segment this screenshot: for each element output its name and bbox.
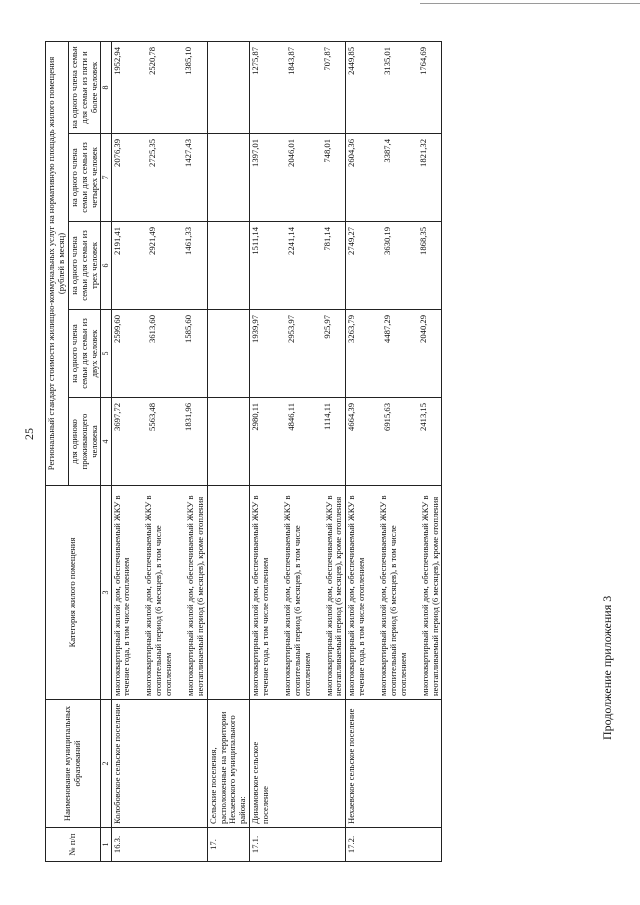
value-cell <box>346 398 442 486</box>
value: 2191,41 <box>111 227 122 255</box>
value-cell <box>250 222 346 310</box>
value: 2980,11 <box>250 403 261 431</box>
value: 1952,94 <box>111 46 122 75</box>
value-cell <box>207 310 250 398</box>
value-cell <box>346 222 442 310</box>
value: 3697,72 <box>111 403 122 431</box>
value: 781,14 <box>321 227 332 251</box>
municipality-name: Нехаевское сельское поселение <box>346 700 442 828</box>
value: 1114,11 <box>321 403 332 430</box>
category-cell <box>111 486 207 700</box>
category-text: многоквартирный жилой дом, обеспечиваемый ЖКУ в неотапливаемый период (6 месяцев), кроме отопления <box>184 495 205 696</box>
value: 3135,01 <box>382 46 393 75</box>
value-cell <box>111 398 207 486</box>
top-rule <box>420 3 640 4</box>
value: 2241,14 <box>286 227 297 255</box>
index-cell: 8 <box>101 41 111 133</box>
value: 1397,01 <box>250 139 261 167</box>
value: 707,87 <box>321 46 332 71</box>
value: 4846,11 <box>286 403 297 431</box>
value-cell <box>346 310 442 398</box>
index-cell: 5 <box>101 310 111 398</box>
value-cell <box>207 134 250 222</box>
category-text: многоквартирный жилой дом, обеспечиваемый ЖКУ в отопительный период (6 месяцев), в том числе отоплением <box>378 495 408 696</box>
value: 1939,97 <box>250 315 261 343</box>
index-cell: 4 <box>101 398 111 486</box>
value: 1511,14 <box>250 227 261 255</box>
table-row <box>250 41 346 861</box>
header-name: Наименование муниципальных образований <box>46 700 101 828</box>
municipality-name: Колобовское сельское поселение <box>111 700 207 828</box>
value: 1764,69 <box>418 46 429 75</box>
header-col-five-plus: на одного члена семьи для семьи из пяти и более человек <box>68 41 101 133</box>
housing-cost-table <box>45 41 442 862</box>
category-text: многоквартирный жилой дом, обеспечиваемый ЖКУ в неотапливаемый период (6 месяцев), кроме отопления <box>323 495 344 696</box>
value: 1461,33 <box>183 227 194 255</box>
value: 925,97 <box>321 315 332 339</box>
value: 1868,35 <box>418 227 429 255</box>
value: 2599,60 <box>111 315 122 343</box>
value: 1831,96 <box>183 403 194 431</box>
value: 3630,19 <box>382 227 393 255</box>
value: 2725,35 <box>147 139 158 167</box>
value-cell <box>207 398 250 486</box>
row-number: 16.3. <box>111 828 207 862</box>
value-cell <box>250 134 346 222</box>
table-row <box>111 41 207 861</box>
category-text: многоквартирный жилой дом, обеспечиваемый ЖКУ в отопительный период (6 месяцев), в том числе отоплением <box>143 495 174 696</box>
value: 2076,39 <box>111 139 122 167</box>
value: 4664,39 <box>346 403 357 431</box>
municipality-name: Динамовское сельское поселение <box>250 700 346 828</box>
category-text: многоквартирный жилой дом, обеспечиваемый ЖКУ в течение года, в том числе отоплением <box>111 495 132 696</box>
value-cell <box>111 222 207 310</box>
index-cell: 2 <box>101 700 111 828</box>
value: 1385,10 <box>183 46 194 75</box>
header-category: Категория жилого помещения <box>46 486 101 700</box>
header-num: № п/п <box>46 828 101 862</box>
value: 2520,78 <box>147 46 158 75</box>
category-text: многоквартирный жилой дом, обеспечиваемый ЖКУ в течение года, в том числе отоплением <box>250 495 271 696</box>
rotated-table-container <box>45 42 590 862</box>
value: 2413,15 <box>418 403 429 431</box>
category-text: многоквартирный жилой дом, обеспечиваемый ЖКУ в течение года, в том числе отоплением <box>346 495 367 696</box>
category-text: многоквартирный жилой дом, обеспечиваемый ЖКУ в неотапливаемый период (6 месяцев), кроме отопления <box>419 495 440 696</box>
row-number: 17.1. <box>250 828 346 862</box>
value-cell <box>250 398 346 486</box>
value: 2953,97 <box>286 315 297 343</box>
page-number: 25 <box>22 428 36 440</box>
category-cell <box>346 486 442 700</box>
value: 5563,48 <box>147 403 158 431</box>
value: 1585,60 <box>183 315 194 343</box>
index-cell: 3 <box>101 486 111 700</box>
value: 2449,85 <box>346 46 357 75</box>
table-row <box>346 41 442 861</box>
municipality-name: Сельские поселения, расположенные на территории Нехаевского муниципального района: <box>207 700 250 828</box>
category-cell <box>250 486 346 700</box>
value-cell <box>250 41 346 133</box>
value-cell <box>346 41 442 133</box>
index-cell: 6 <box>101 222 111 310</box>
value: 2749,27 <box>346 227 357 255</box>
value: 2046,01 <box>286 139 297 167</box>
value: 2604,36 <box>346 139 357 167</box>
value: 1821,32 <box>418 139 429 167</box>
value: 2921,49 <box>147 227 158 255</box>
index-cell: 1 <box>101 828 111 862</box>
value: 3613,60 <box>147 315 158 343</box>
category-text: многоквартирный жилой дом, обеспечиваемый ЖКУ в отопительный период (6 месяцев), в том числе отоплением <box>281 495 312 696</box>
row-number: 17.2. <box>346 828 442 862</box>
header-col-three: на одного члена семьи для семьи из трех человек <box>68 222 101 310</box>
continuation-heading: Продолжение приложения 3 <box>600 595 614 740</box>
value-cell <box>207 222 250 310</box>
table-row <box>207 41 250 861</box>
header-standard-group: Региональный стандарт стоимости жилищно-коммунальных услуг на нормативную площадь жилого помещения (рублей в месяц) <box>46 41 69 485</box>
value: 1843,87 <box>286 46 297 75</box>
value: 3387,4 <box>382 139 393 163</box>
value: 2040,29 <box>418 315 429 343</box>
value-cell <box>250 310 346 398</box>
value: 748,01 <box>321 139 332 163</box>
header-col-two: на одного члена семьи для семьи из двух человек <box>68 310 101 398</box>
category-cell <box>207 486 250 700</box>
index-cell: 7 <box>101 134 111 222</box>
row-number: 17. <box>207 828 250 862</box>
value-cell <box>111 310 207 398</box>
value: 1427,43 <box>183 139 194 167</box>
value: 4487,29 <box>382 315 393 343</box>
header-col-four: на одного члена семьи для семьи из четырех человек <box>68 134 101 222</box>
value: 1275,87 <box>250 46 261 75</box>
value-cell <box>111 41 207 133</box>
value-cell <box>111 134 207 222</box>
value-cell <box>207 41 250 133</box>
value: 3263,79 <box>346 315 357 343</box>
value: 6915,63 <box>382 403 393 431</box>
value-cell <box>346 134 442 222</box>
header-col-single: для одиноко проживающего человека <box>68 398 101 486</box>
